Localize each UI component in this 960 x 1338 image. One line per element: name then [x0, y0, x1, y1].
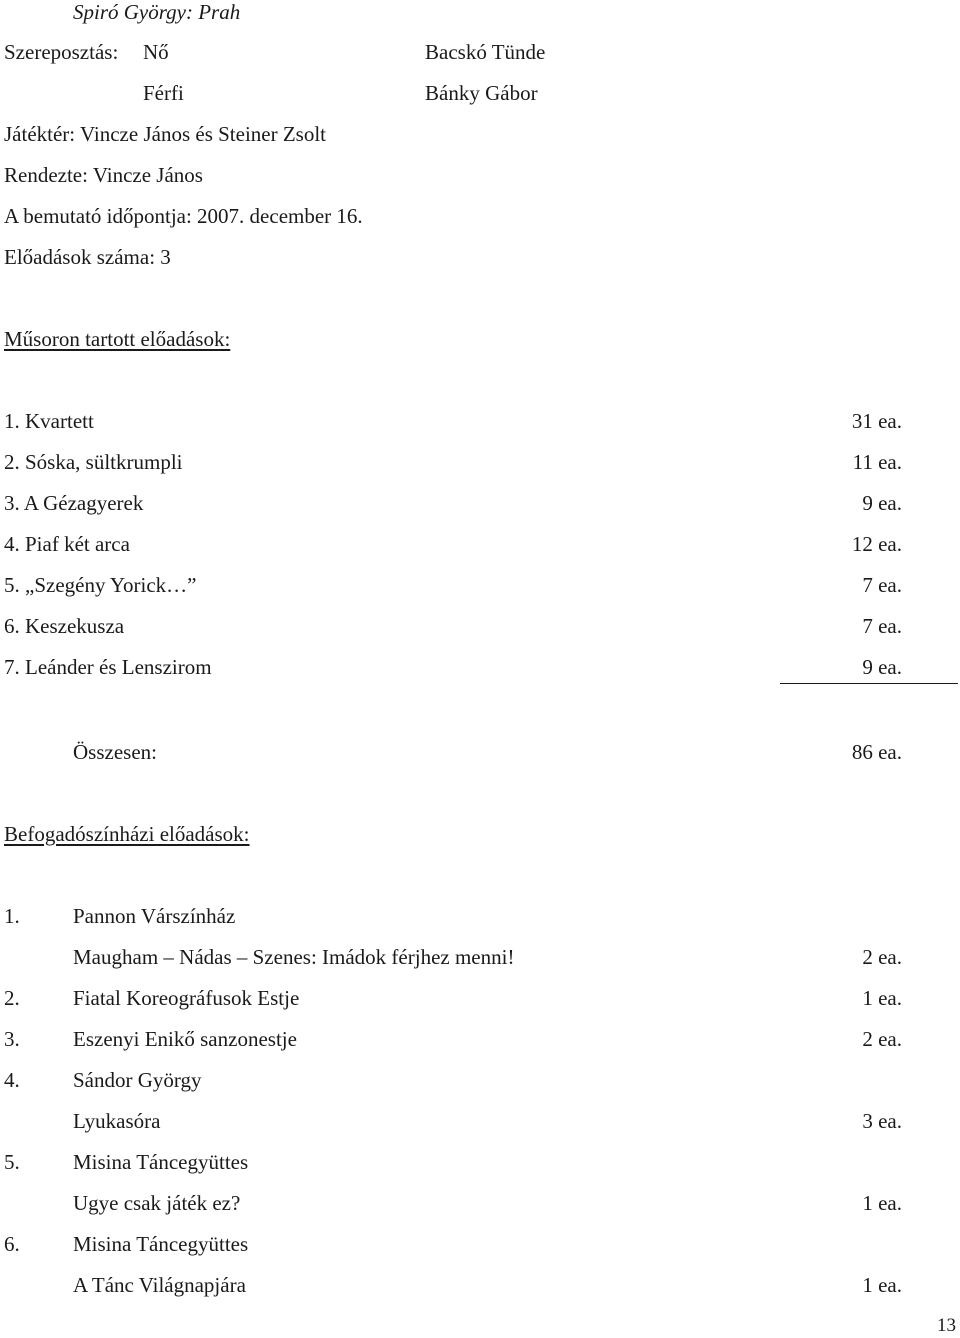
list-item-title: 1. Kvartett: [4, 409, 94, 433]
list-item-number: 2.: [4, 986, 20, 1010]
sum-divider: [780, 683, 958, 684]
actor-name: Bacskó Tünde: [425, 40, 546, 64]
page-title: Spiró György: Prah: [73, 0, 241, 24]
list-item-count: 2 ea.: [862, 1027, 902, 1051]
list-item-title: A Tánc Világnapjára: [73, 1273, 246, 1297]
list-item-title: Lyukasóra: [73, 1109, 161, 1133]
list-item-count: 7 ea.: [862, 614, 902, 638]
role-name: Nő: [143, 40, 169, 64]
list-item-count: 9 ea.: [862, 655, 902, 679]
list-item-count: 2 ea.: [862, 945, 902, 969]
list-item-title: Eszenyi Enikő sanzonestje: [73, 1027, 297, 1051]
list-item-count: 12 ea.: [851, 532, 902, 556]
actor-name: Bánky Gábor: [425, 81, 538, 105]
list-item-title: Misina Táncegyüttes: [73, 1150, 249, 1174]
premiere-date: A bemutató időpontja: 2007. december 16.: [4, 204, 363, 228]
list-item-count: 11 ea.: [852, 450, 902, 474]
list-item-number: 1.: [4, 904, 20, 928]
list-item-title: Ugye csak játék ez?: [73, 1191, 241, 1215]
list-item-count: 31 ea.: [851, 409, 902, 433]
list-item-number: 6.: [4, 1232, 20, 1256]
list-item-title: Fiatal Koreográfusok Estje: [73, 986, 300, 1010]
list-item-title: 3. A Gézagyerek: [4, 491, 144, 515]
stage-credit: Játéktér: Vincze János és Steiner Zsolt: [4, 122, 327, 146]
performance-count: Előadások száma: 3: [4, 245, 171, 269]
cast-label: Szereposztás:: [4, 40, 119, 64]
list-item-title: Pannon Várszínház: [73, 904, 236, 928]
list-item-title: 4. Piaf két arca: [4, 532, 130, 556]
list-item-count: 9 ea.: [862, 491, 902, 515]
list-item-title: 2. Sóska, sültkrumpli: [4, 450, 183, 474]
list-item-count: 1 ea.: [862, 1273, 902, 1297]
list-item-number: 4.: [4, 1068, 20, 1092]
total-value: 86 ea.: [851, 740, 902, 764]
list-item-title: Sándor György: [73, 1068, 202, 1092]
list-item-count: 1 ea.: [862, 1191, 902, 1215]
total-label: Összesen:: [73, 740, 157, 764]
list-item-count: 1 ea.: [862, 986, 902, 1010]
list-item-title: 7. Leánder és Lenszirom: [4, 655, 212, 679]
guest-heading: Befogadószínházi előadások:: [4, 822, 250, 846]
list-item-count: 3 ea.: [862, 1109, 902, 1133]
page-number: 13: [937, 1315, 956, 1336]
repertoire-heading: Műsoron tartott előadások:: [4, 327, 231, 351]
list-item-title: 6. Keszekusza: [4, 614, 125, 638]
role-name: Férfi: [143, 81, 184, 105]
list-item-count: 7 ea.: [862, 573, 902, 597]
list-item-title: Misina Táncegyüttes: [73, 1232, 249, 1256]
director-credit: Rendezte: Vincze János: [4, 163, 203, 187]
list-item-title: Maugham – Nádas – Szenes: Imádok férjhez menni!: [73, 945, 515, 969]
list-item-number: 5.: [4, 1150, 20, 1174]
list-item-number: 3.: [4, 1027, 20, 1051]
list-item-title: 5. „Szegény Yorick…”: [4, 573, 197, 597]
